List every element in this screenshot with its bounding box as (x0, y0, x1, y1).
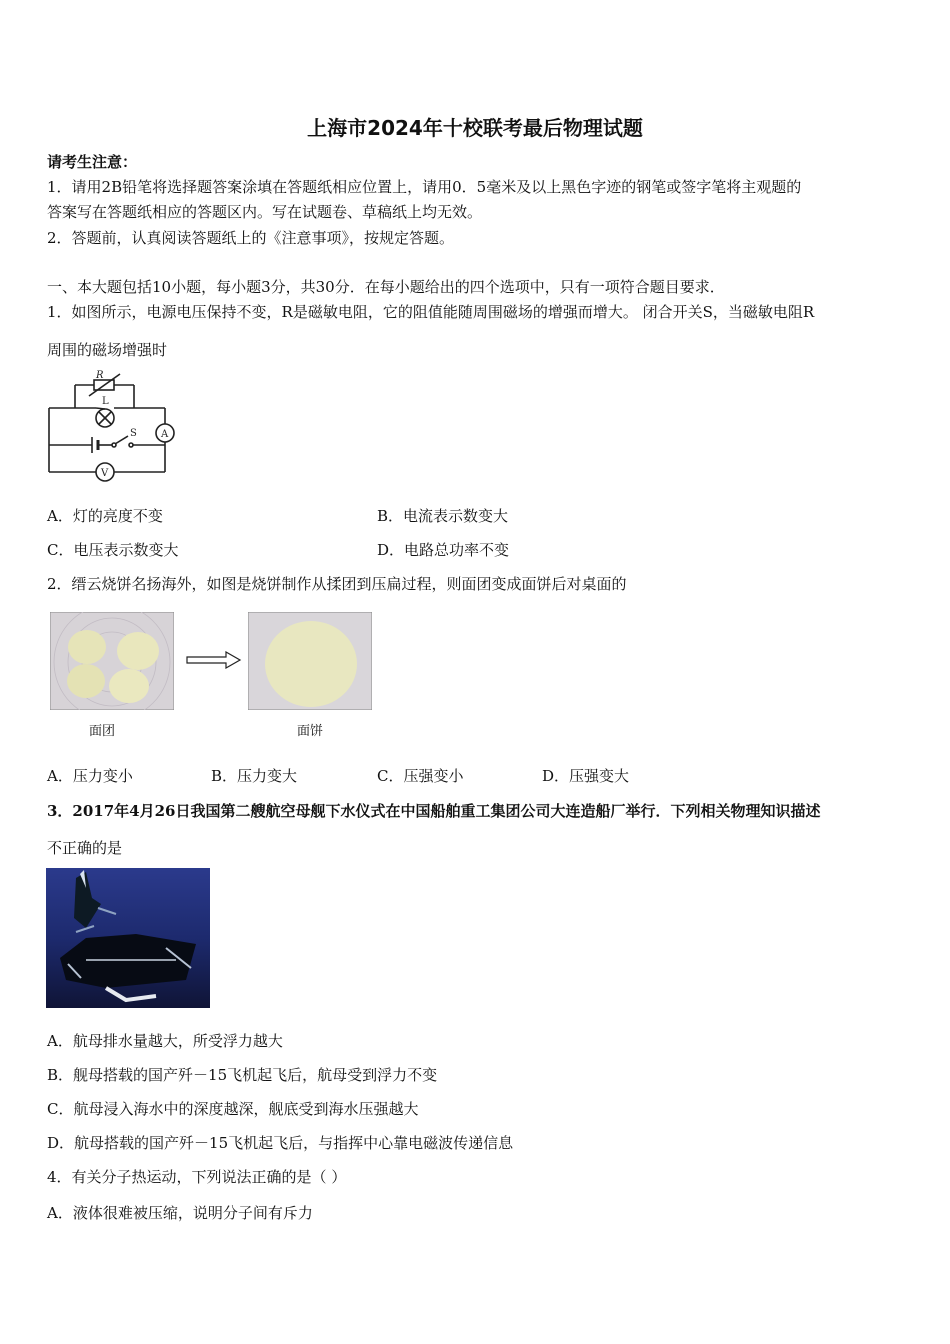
notice-line-2: 2．答题前，认真阅读答题纸上的《注意事项》，按规定答题。 (47, 229, 455, 247)
q3-option-c: C．航母浸入海水中的深度越深，舰底受到海水压强越大 (47, 1100, 419, 1118)
q1-option-d: D．电路总功率不变 (377, 541, 510, 559)
arrow-right-icon (186, 651, 242, 669)
flat-dough-image (248, 612, 372, 710)
label-r: R (96, 370, 104, 381)
q3-option-d: D．航母搭载的国产歼－15飞机起飞后，与指挥中心靠电磁波传递信息 (47, 1134, 514, 1152)
q2-option-d: D．压强变大 (542, 767, 630, 785)
aircraft-carrier-image (46, 868, 210, 1008)
q3-stem: 3．2017年4月26日我国第二艘航空母舰下水仪式在中国船舶重工集团公司大连造船厂举行．下列相关物理知识描述 (47, 802, 821, 820)
q1-option-a: A．灯的亮度不变 (47, 507, 163, 525)
q4-option-a: A．液体很难被压缩，说明分子间有斥力 (47, 1204, 313, 1222)
q1-option-c: C．电压表示数变大 (47, 541, 179, 559)
circuit-diagram (44, 370, 179, 482)
q2-option-b: B．压力变大 (211, 767, 298, 785)
q1-stem: 1．如图所示，电源电压保持不变，R是磁敏电阻，它的阻值能随周围磁场的增强而增大。 闭合开关S，当磁敏电阻R (47, 303, 815, 321)
notice-heading: 请考生注意： (47, 153, 138, 171)
q1-stem-cont: 周围的磁场增强时 (47, 341, 168, 359)
dough-balls-image (50, 612, 174, 710)
caption-flat-dough: 面饼 (297, 724, 324, 739)
q3-option-b: B．舰母搭载的国产歼－15飞机起飞后，航母受到浮力不变 (47, 1066, 438, 1084)
q3-stem-cont: 不正确的是 (47, 839, 123, 857)
q2-option-c: C．压强变小 (377, 767, 464, 785)
label-a: A (161, 429, 169, 440)
notice-line-1: 1．请用2B铅笔将选择题答案涂填在答题纸相应位置上，请用0．5毫米及以上黑色字迹的钢笔或签字笔将主观题的 (47, 178, 802, 196)
label-l: L (102, 396, 109, 407)
q1-option-b: B．电流表示数变大 (377, 507, 509, 525)
q3-option-a: A．航母排水量越大，所受浮力越大 (47, 1032, 283, 1050)
caption-dough-ball: 面团 (89, 724, 116, 739)
q2-option-a: A．压力变小 (47, 767, 133, 785)
label-s: S (130, 428, 137, 439)
section-heading: 一、本大题包括10小题，每小题3分，共30分．在每小题给出的四个选项中，只有一项符合题目要求． (47, 278, 725, 296)
q4-stem: 4．有关分子热运动，下列说法正确的是（ ） (47, 1168, 347, 1186)
label-v: V (101, 468, 109, 479)
notice-line-1-cont: 答案写在答题纸相应的答题区内。写在试题卷、草稿纸上均无效。 (47, 203, 483, 221)
page-title: 上海市2024年十校联考最后物理试题 (307, 116, 643, 140)
q2-stem: 2．缙云烧饼名扬海外，如图是烧饼制作从揉团到压扁过程，则面团变成面饼后对桌面的 (47, 575, 627, 593)
